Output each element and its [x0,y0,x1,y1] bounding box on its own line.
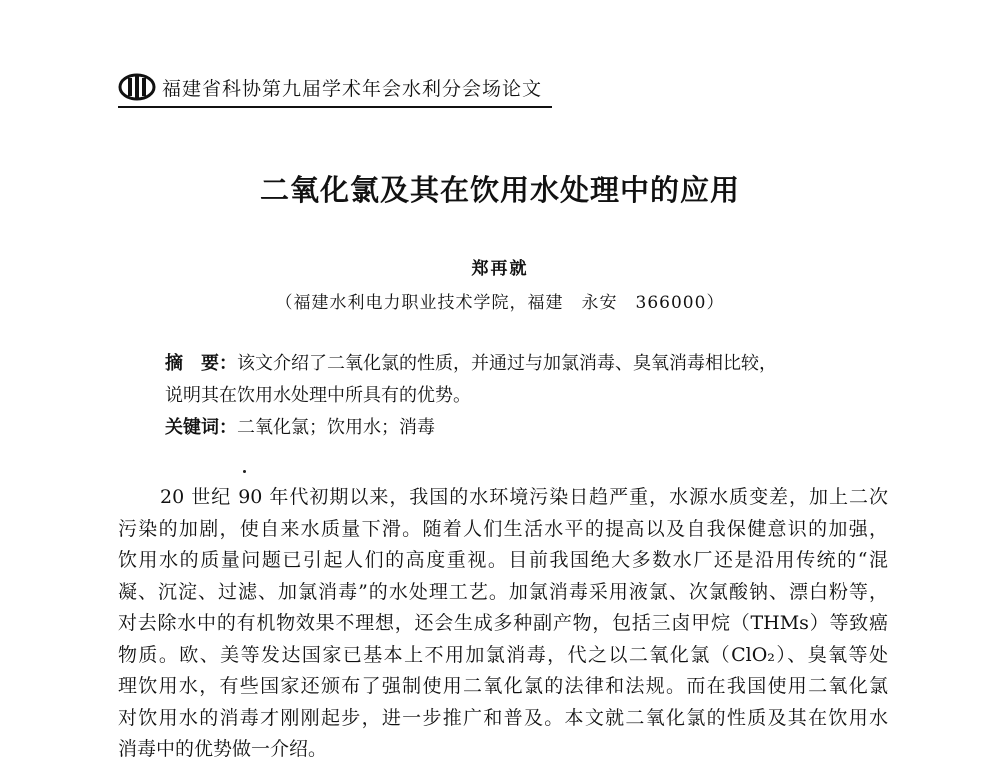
abstract-line [165,380,885,412]
body-line: 消毒中的优势做一介绍。 [118,738,328,760]
conference-header [118,70,542,104]
abstract-section [165,348,885,444]
body-line: 对去除水中的有机物效果不理想，还会生成多种副产物，包括三卤甲烷（THMs）等致癌 [118,612,888,634]
abstract-text-2: 说明其在饮用水处理中所具有的优势。 [165,385,471,406]
abstract-line [165,348,885,380]
body-line: 物质。欧、美等发达国家已基本上不用加氯消毒，代之以二氧化氯（ClO₂）、臭氧等处 [118,643,888,666]
association-logo-icon [118,72,156,102]
paper-title: 二氧化氯及其在饮用水处理中的应用 [259,173,740,207]
conference-header-text: 福建省科协第九届学术年会水利分会场论文 [162,77,543,100]
author-name: 郑再就 [471,259,529,279]
body-line: 饮用水的质量问题已引起人们的高度重视。目前我国绝大多数水厂还是沿用传统的“混 [118,549,888,571]
body-line: 凝、沉淀、过滤、加氯消毒”的水处理工艺。加氯消毒采用液氯、次氯酸钠、漂白粉等， [118,580,888,603]
body-paragraph [118,482,888,766]
abstract-text-1: 该文介绍了二氧化氯的性质，并通过与加氯消毒、臭氧消毒相比较， [237,353,777,374]
header-divider [118,106,552,108]
abstract-label: 摘 要： [165,353,237,374]
body-line: 对饮用水的消毒才刚刚起步，进一步推广和普及。本文就二氧化氯的性质及其在饮用水 [118,706,888,729]
body-line: 20 世纪 90 年代初期以来，我国的水环境污染日趋严重，水源水质变差，加上二次 [160,486,888,508]
keywords-label: 关键词： [165,417,237,438]
keywords-text: 二氧化氯；饮用水；消毒 [237,417,435,438]
body-line: 污染的加剧，使自来水质量下滑。随着人们生活水平的提高以及自我保健意识的加强， [118,517,888,540]
keywords-line [165,412,885,444]
body-line: 理饮用水，有些国家还颁布了强制使用二氧化氯的法律和法规。而在我国使用二氧化氯 [118,675,888,697]
stray-mark [243,470,246,473]
author-affiliation: （福建水利电力职业技术学院，福建 永安 366000） [275,293,725,313]
